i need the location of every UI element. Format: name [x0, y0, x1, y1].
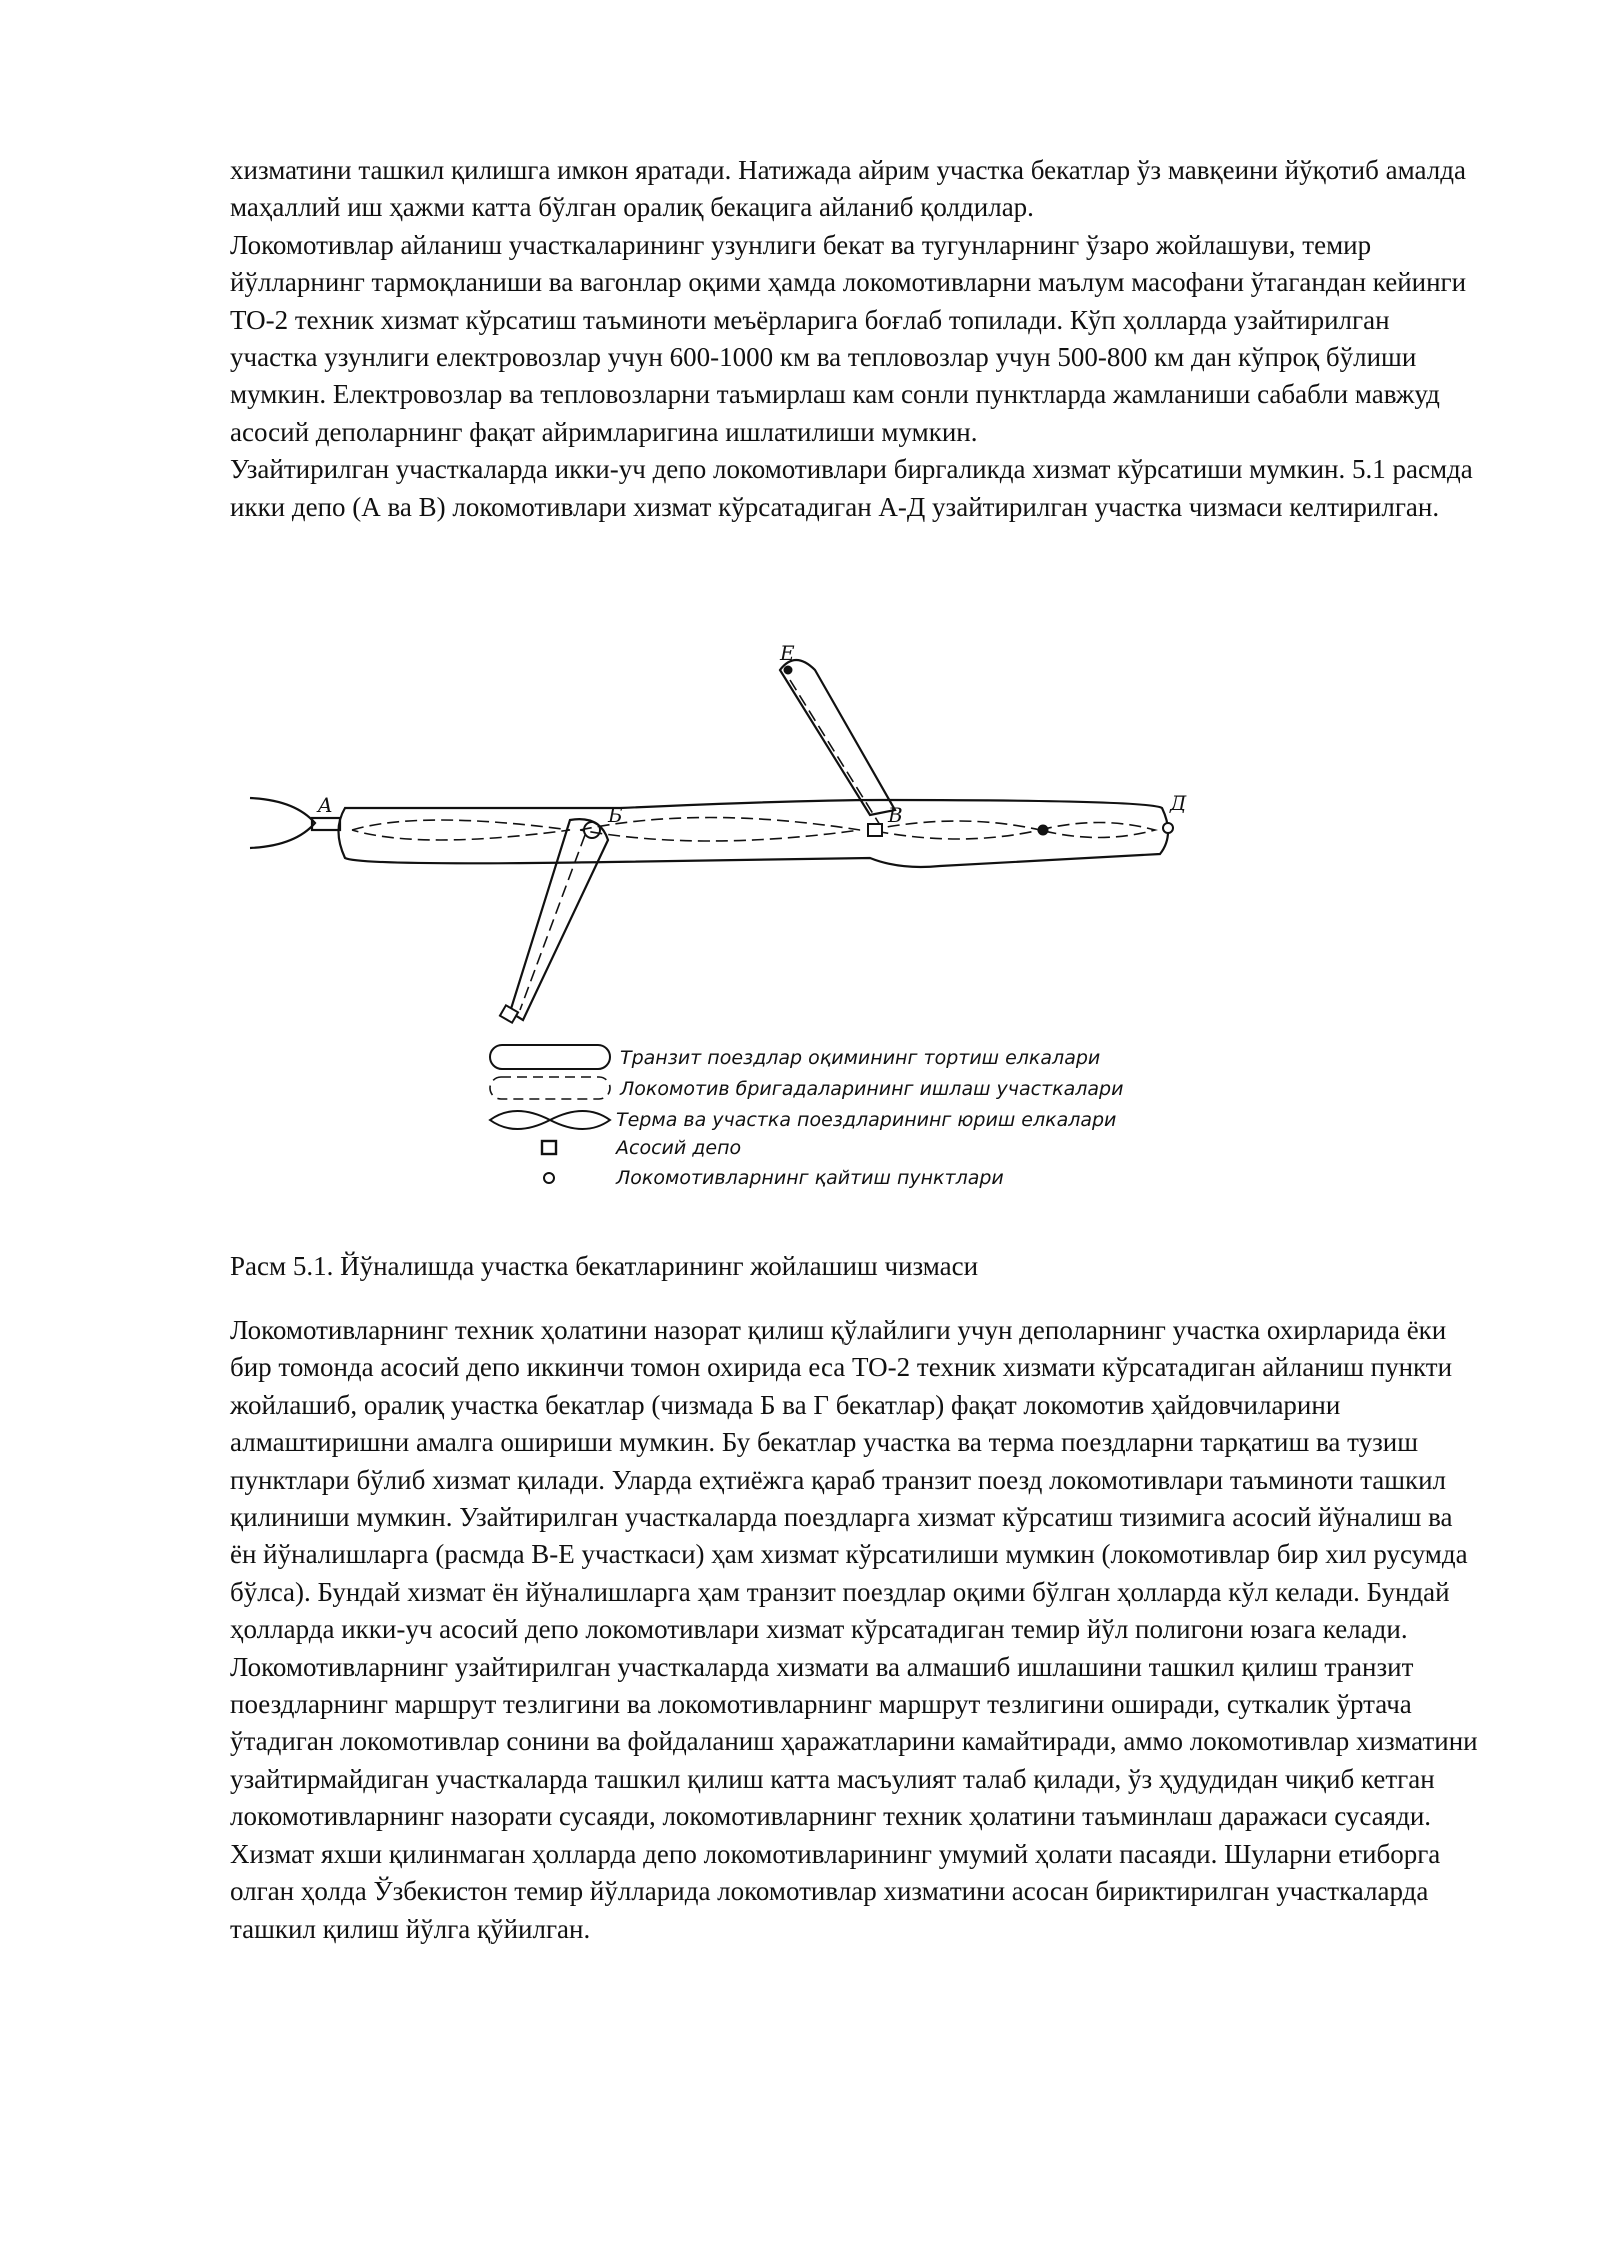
legend-entry: Асосий депо [616, 1137, 742, 1159]
legend-solid-ellipse-icon [490, 1045, 610, 1069]
body-text [230, 1312, 1480, 1948]
paragraph: Локомотивларнинг техник ҳолатини назорат қилиш қўлайлиги учун деполарнинг участка охирларида ёки бир томонда асосий депо иккинчи томон охирида еса ТО-2 техник хизмати кўрсатадиган айланиш пункти жойлашиб, оралиқ участка бекатлар (чизмада Б ва Г бекатлар) фақат локомотив ҳайдовчиларини алмаштиришни амалга ошириши мумкин. Бу бекатлар участка ва терма поездларни тарқатиш ва тузиш пунктлари бўлиб хизмат қилади. Уларда еҳтиёжга қараб транзит поезд локомотивлари таъминоти ташкил қилиниши мумкин. Узайтирилган участкаларда поездларга хизмат кўрсатиш тизимига асосий йўналиш ва ён йўналишларга (расмда В-Е участкаси) ҳам хизмат кўрсатилиши мумкин (локомотивлар бир хил русумда бўлса). Бундай хизмат ён йўналишларга ҳам транзит поездлар оқими бўлган ҳолларда кўл келади. Бундай ҳолларда икки-уч асосий депо локомотивлари хизмат кўрсатадиган темир йўл полигони юзага келади. [230, 1315, 1468, 1645]
legend [490, 1045, 1123, 1189]
intro-text [230, 152, 1480, 526]
station-label: Д [1170, 791, 1187, 815]
dashed-crew-section [352, 820, 570, 840]
return-point-circle [1163, 823, 1173, 833]
return-point-square [500, 1005, 518, 1022]
legend-entry: Локомотив бригадаларининг ишлаш участкалари [620, 1078, 1124, 1100]
legend-figure-eight-icon [490, 1111, 610, 1129]
legend-entry: Локомотивларнинг қайтиш пунктлари [616, 1167, 1004, 1189]
dashed-branch-line [790, 680, 880, 825]
legend-circle-icon [544, 1173, 554, 1183]
section-scheme-figure [240, 640, 1187, 1210]
legend-entry: Терма ва участка поездларининг юриш елкалари [616, 1109, 1117, 1131]
station-label: Б [608, 803, 623, 827]
junction-dot [1038, 825, 1048, 835]
depot-b-square [868, 824, 882, 836]
terminal-e-dot [784, 666, 792, 674]
paragraph: Локомотивлар айланиш участкаларининг узунлиги бекат ва тугунларнинг ўзаро жойлашуви, темир йўлларнинг тармоқланиши ва вагонлар оқими ҳамда локомотивларни маълум масофани ўтагандан кейинги ТО-2 техник хизмат кўрсатиш таъминоти меъёрларига боғлаб топилади. Кўп ҳолларда узайтирилган участка узунлиги електровозлар учун 600-1000 км ва тепловозлар учун 500-800 км дан кўпроқ бўлиши мумкин. Електровозлар ва тепловозларни таъмирлаш кам сонли пунктларда жамланиши сабабли мавжуд асосий деполарнинг фақат айримларигина ишлатилиши мумкин. [230, 229, 1467, 447]
station-label: В [888, 803, 903, 827]
depot-a-square [312, 818, 340, 830]
figure-caption: Расм 5.1. Йўналишда участка бекатларининг жойлашиш чизмаси [230, 1251, 979, 1281]
station-label: Е [780, 641, 795, 665]
paragraph: хизматини ташкил қилишга имкон яратади. Натижада айрим участка бекатлар ўз мавқеини йўқотиб амалда маҳаллий иш ҳажми катта бўлган оралиқ бекацига айланиб қолдилар. [230, 155, 1466, 223]
left-terminal-cone [250, 798, 315, 848]
dashed-branch-line [520, 835, 585, 1010]
legend-entry: Транзит поездлар оқимининг тортиш елкалари [620, 1047, 1101, 1069]
paragraph: Узайтирилган участкаларда икки-уч депо локомотивлари биргаликда хизмат кўрсатиши мумкин. 5.1 расмда икки депо (А ва В) локомотивлари хизмат кўрсатадиган А-Д узайтирилган участка чизмаси келтирилган. [230, 454, 1473, 522]
legend-dashed-ellipse-icon [490, 1077, 610, 1099]
paragraph: Локомотивларнинг узайтирилган участкаларда хизмати ва алмашиб ишлашини ташкил қилиш транзит поездларнинг маршрут тезлигини ва локомотивларнинг маршрут тезлигини оширади, суткалик ўртача ўтадиган локомотивлар сонини ва фойдаланиш ҳаражатларини камайтиради, аммо локомотивлар хизматини узайтирмайдиган участкаларда ташкил қилиш катта масъулият талаб қилади, ўз ҳудудидан чиқиб кетган локомотивларнинг назорати сусаяди, локомотивларнинг техник ҳолатини таъминлаш даражаси сусаяди. Хизмат яхши қилинмаган ҳолларда депо локомотивларининг умумий ҳолати пасаяди. Шуларни етиборга олган ҳолда Ўзбекистон темир йўлларида локомотивлар хизматини асосан бириктирилган участкаларда ташкил қилиш йўлга қўйилган. [230, 1651, 1478, 1944]
dashed-crew-section [1040, 823, 1155, 838]
legend-square-icon [542, 1141, 556, 1154]
junction-b-circle [584, 822, 600, 838]
station-label: A [318, 793, 333, 817]
branch-arm-lower [510, 819, 608, 1020]
branch-arm-upper [780, 660, 895, 815]
